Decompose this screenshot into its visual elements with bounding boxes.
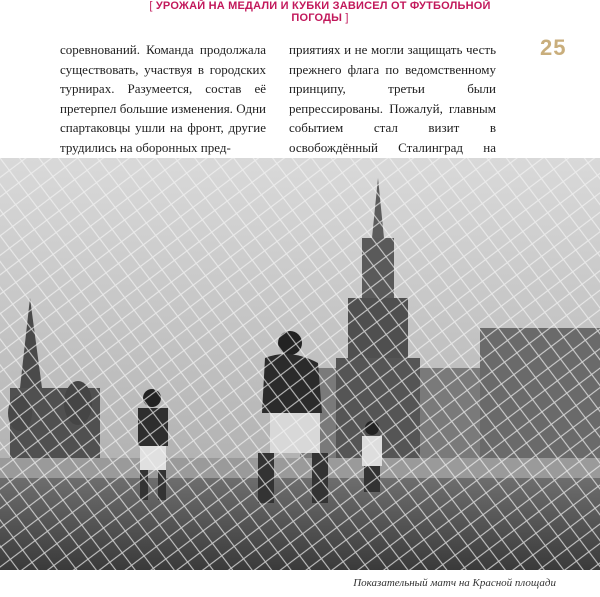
match-photo — [0, 158, 600, 570]
running-head — [140, 0, 500, 24]
text-column-right — [289, 40, 496, 177]
photo-caption: Показательный матч на Красной площади — [353, 577, 556, 589]
running-title: УРОЖАЙ НА МЕДАЛИ И КУБКИ ЗАВИСЕЛ ОТ ФУТБОЛЬНОЙ ПОГОДЫ — [155, 0, 491, 24]
text-column-left — [60, 40, 266, 157]
paragraph-right: приятиях и не могли защищать честь прежнего флага по ведомственному принципу, третьи были репрессированы. Пожалуй, главным событием стал визит в освобождённый Сталинград на — [289, 42, 496, 155]
bracket-left: [ — [149, 0, 153, 12]
match-photo-illustration — [0, 158, 600, 570]
bracket-right: ] — [345, 12, 349, 24]
page-number: 25 — [540, 35, 567, 60]
paragraph-left: соревнований. Команда продолжала существовать, участвуя в городских турнирах. Разумеется, состав её претерпел большие изменения. Одни спартаковцы ушли на фронт, другие трудились на оборонных пред- — [60, 42, 266, 155]
